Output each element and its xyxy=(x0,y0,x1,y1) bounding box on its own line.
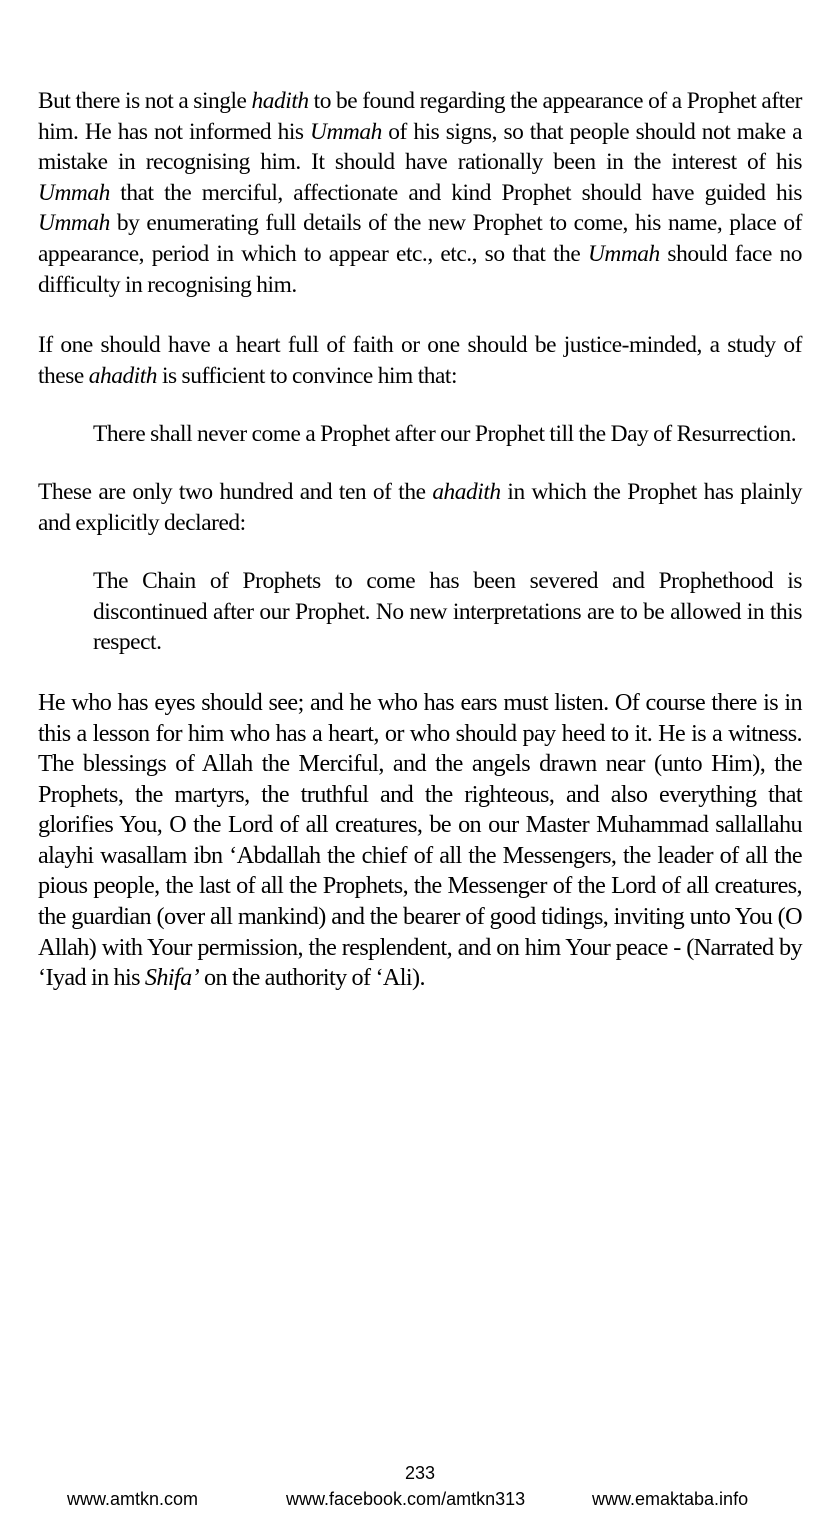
text-run: But there is not a single xyxy=(38,88,252,114)
italic-term: ahadith xyxy=(432,478,501,505)
text-run: He who has eyes should see; and he who has ears must listen. Of course there is in this a lesson for him who has a heart, or who should pay heed to it. He is a witness. The blessings of Allah the Merciful, and the angels drawn near (unto Him), the Prophets, the martyrs, the truthful and the righteous, and also everything that glorifies You, O the Lord of all creatures, be on our Master Muhammad sallallahu alayhi wasallam ibn ‘Abdallah the chief of all the Messengers, the leader of all the pious people, the last of all the Prophets, the Messenger of the Lord of all creatures, the guardian (over all mankind) and the bearer of good tidings, inviting unto You (O Allah) with Your permission, the resplendent, and on him Your peace - (Narrated by ‘Iyad in his xyxy=(38,688,802,992)
italic-term: Shifa’ xyxy=(144,964,200,992)
text-run: by enumerating full details of the new Prophet to come, his name, place of appearance, period in which to appear etc., etc., so that the xyxy=(38,210,802,267)
page-number: 233 xyxy=(404,1463,436,1483)
italic-term: ahadith xyxy=(88,362,158,389)
italic-term: Ummah xyxy=(310,118,382,145)
text-run: that the merciful, affectionate and kind Prophet should have guided his xyxy=(109,179,802,206)
text-run: on the authority of ‘Ali). xyxy=(199,964,425,992)
text-run: of his signs, so that people should not make a mistake in recognising him. It should have rationally been in the interest of his xyxy=(38,118,803,176)
page-footer xyxy=(0,1489,840,1513)
italic-term: Ummah xyxy=(38,210,110,237)
paragraph-4 xyxy=(38,688,802,994)
block-quote-1 xyxy=(93,419,802,450)
paragraph-3 xyxy=(38,477,802,538)
italic-term: Ummah xyxy=(38,179,110,206)
page-body xyxy=(38,86,802,994)
block-quote-2 xyxy=(93,566,802,658)
footer-link-facebook[interactable]: www.facebook.com/amtkn313 xyxy=(286,1489,526,1509)
text-run: to be found regarding the appearance of a Prophet after him. He has not informed his xyxy=(38,88,802,145)
footer-link-emaktaba[interactable]: www.emaktaba.info xyxy=(592,1489,749,1509)
italic-term: Ummah xyxy=(587,240,660,267)
text-run: If one should have a heart full of faith or one should be justice-minded, a study of these xyxy=(38,332,802,389)
text-run: There shall never come a Prophet after our Prophet till the Day of Resurrection. xyxy=(93,421,797,448)
paragraph-1 xyxy=(38,86,802,300)
italic-term: hadith xyxy=(251,88,309,114)
text-run: These are only two hundred and ten of the xyxy=(38,478,433,505)
text-run: in which the Prophet has plainly and explicitly declared: xyxy=(38,478,803,536)
text-run: is sufficient to convince him that: xyxy=(157,362,458,389)
text-run: should face no difficulty in recognising him. xyxy=(38,240,802,298)
footer-link-amtkn[interactable]: www.amtkn.com xyxy=(67,1489,199,1509)
text-run: The Chain of Prophets to come has been severed and Prophethood is discontinued after our Prophet. No new interpretations are to be allowed in this respect. xyxy=(93,568,802,656)
paragraph-2 xyxy=(38,330,802,391)
